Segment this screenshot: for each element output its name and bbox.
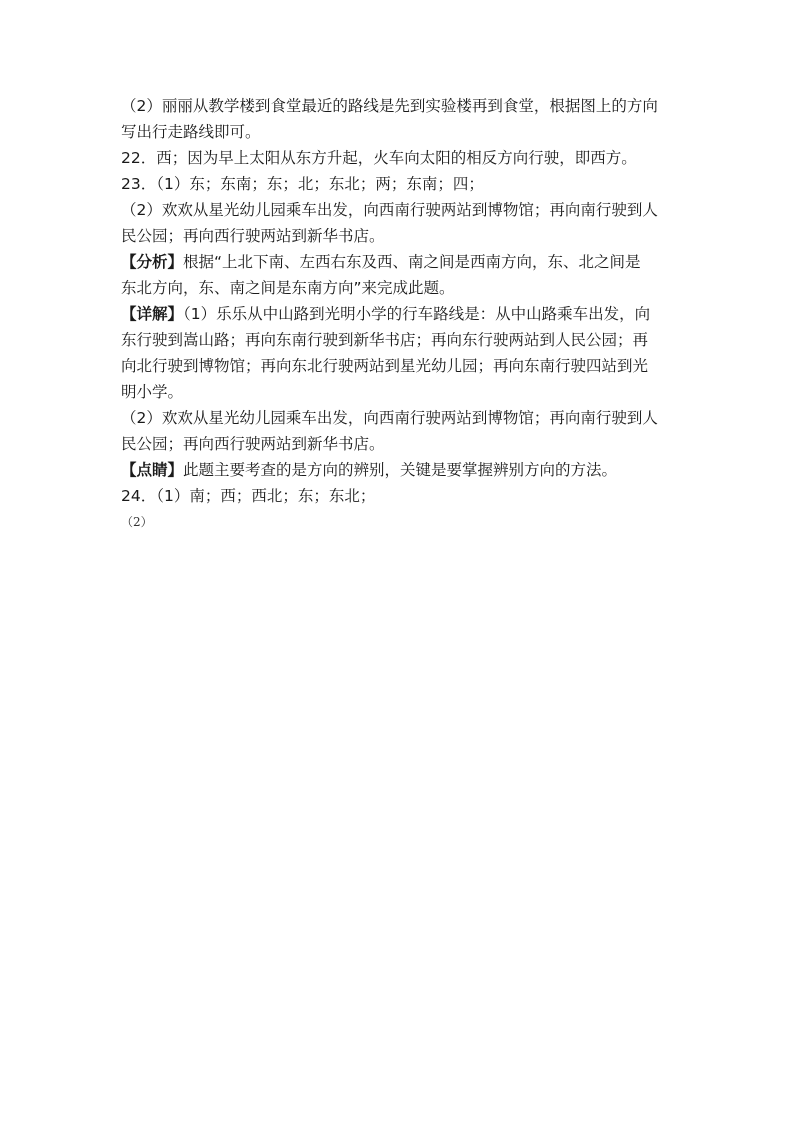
text-line: 24．（1）南；西；西北；东；东北；	[121, 487, 376, 505]
text-line: 民公园；再向西行驶两站到新华书店。	[121, 435, 385, 453]
answer-text	[121, 93, 691, 535]
text-line: 23．（1）东；东南；东；北；东北；两；东南；四；	[121, 175, 484, 193]
text-line: 22．西；因为早上太阳从东方升起，火车向太阳的相反方向行驶，即西方。	[121, 149, 637, 167]
text-line: （2）丽丽从教学楼到食堂最近的路线是先到实验楼再到食堂，根据图上的方向	[121, 97, 658, 115]
detail-label: 【详解】	[121, 305, 184, 323]
text-line: （2）欢欢从星光幼儿园乘车出发，向西南行驶两站到博物馆；再向南行驶到人	[121, 201, 658, 219]
text-line: 东北方向，东、南之间是东南方向”来完成此题。	[121, 279, 455, 297]
text-line: 东行驶到嵩山路；再向东南行驶到新华书店；再向东行驶两站到人民公园；再	[121, 331, 649, 349]
remark-label: 【点睛】	[121, 461, 184, 479]
text-line: （2）欢欢从星光幼儿园乘车出发，向西南行驶两站到博物馆；再向南行驶到人	[121, 409, 658, 427]
text-line: 民公园；再向西行驶两站到新华书店。	[121, 227, 385, 245]
remark-text: 此题主要考查的是方向的辨别，关键是要掌握辨别方向的方法。	[183, 461, 618, 479]
text-line: 向北行驶到博物馆；再向东北行驶两站到星光幼儿园；再向东南行驶四站到光	[121, 357, 649, 375]
text-line: 写出行走路线即可。	[121, 123, 261, 141]
detail-line	[121, 301, 691, 327]
detail-text: （1）乐乐从中山路到光明小学的行车路线是：从中山路乘车出发，向	[183, 305, 651, 323]
analysis-line	[121, 249, 691, 275]
analysis-label: 【分析】	[121, 253, 184, 271]
remark-line	[121, 457, 691, 483]
analysis-text: 根据“上北下南、左西右东及西、南之间是西南方向，东、北之间是	[183, 253, 641, 271]
text-line: 明小学。	[121, 383, 184, 401]
text-line: （2）	[121, 515, 153, 529]
